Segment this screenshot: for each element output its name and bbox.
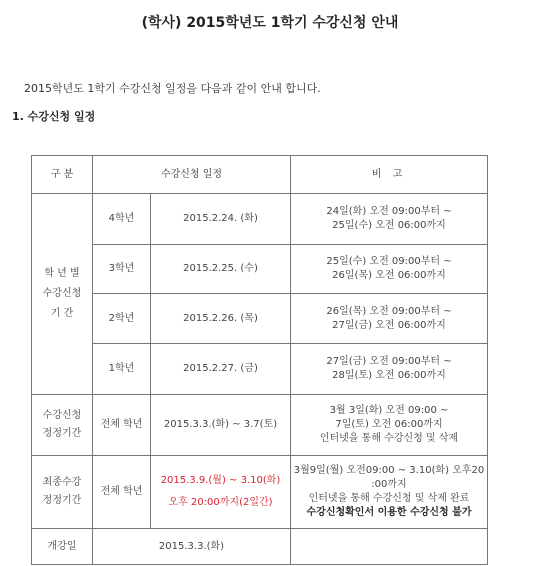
header-category: 구 분 [32,156,93,194]
page-title: (학사) 2015학년도 1학기 수강신청 안내 [141,15,399,31]
note-cell: 3월 3일(화) 오전 09:00 ~ 7일(토) 오전 06:00까지 인터넷을 통해 수강신청 및 삭제 [291,395,488,456]
date-cell: 2015.2.25. (수) [151,245,291,294]
table-row [32,344,488,395]
note-cell: 3월9일(월) 오전09:00 ~ 3.10(화) 오후20 :00까지 인터넷을 통해 수강신청 및 삭제 완료 수강신청확인서 이용한 수강신청 불가 [291,456,488,529]
table-row [32,194,488,245]
table-header-row [32,156,488,194]
grade-cell: 3학년 [93,245,151,294]
date-cell: 2015.2.24. (화) [151,194,291,245]
note-cell: 25일(수) 오전 09:00부터 ~ 26일(목) 오전 06:00까지 [291,245,488,294]
grade-cell: 1학년 [93,344,151,395]
final-warning: 수강신청확인서 이용한 수강신청 불가 [306,507,472,518]
semester-start-date: 2015.3.3.(화) [93,529,291,565]
grade-cell: 2학년 [93,294,151,344]
date-cell: 2015.3.3.(화) ~ 3.7(토) [151,395,291,456]
note-cell-empty [291,529,488,565]
schedule-table [31,155,488,565]
date-cell: 2015.2.26. (목) [151,294,291,344]
header-note: 비 고 [291,156,488,194]
by-year-label: 학 년 별 수강신청 기 간 [32,194,93,395]
grade-cell: 4학년 [93,194,151,245]
table-row-final [32,456,488,529]
intro-text: 2015학년도 1학기 수강신청 일정을 다음과 같이 안내 합니다. [24,82,321,95]
correction-label: 수강신청 정정기간 [32,395,93,456]
note-cell: 24일(화) 오전 09:00부터 ~ 25일(수) 오전 06:00까지 [291,194,488,245]
target-cell: 전체 학년 [93,395,151,456]
date-cell: 2015.2.27. (금) [151,344,291,395]
date-cell: 2015.3.9.(월) ~ 3.10(화) 오후 20:00까지(2일간) [151,456,291,529]
table-row [32,245,488,294]
target-cell: 전체 학년 [93,456,151,529]
semester-start-label: 개강일 [32,529,93,565]
table-row-semester-start [32,529,488,565]
header-schedule: 수강신청 일정 [93,156,291,194]
table-row [32,294,488,344]
section-heading: 1. 수강신청 일정 [12,110,96,123]
table-row-correction [32,395,488,456]
final-label: 최종수강 정정기간 [32,456,93,529]
note-cell: 26일(목) 오전 09:00부터 ~ 27일(금) 오전 06:00까지 [291,294,488,344]
note-cell: 27일(금) 오전 09:00부터 ~ 28일(토) 오전 06:00까지 [291,344,488,395]
